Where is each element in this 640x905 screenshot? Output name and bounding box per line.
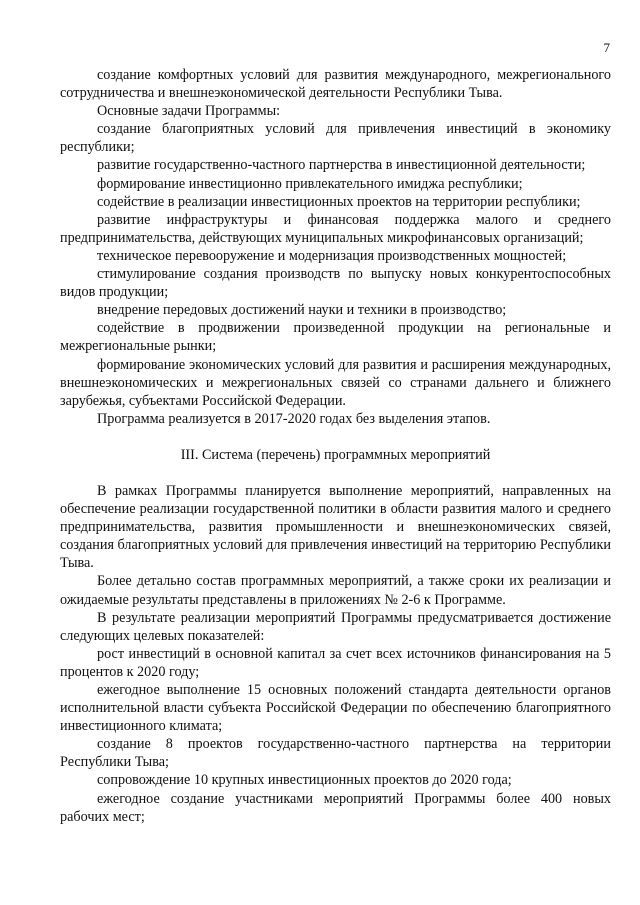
paragraph: рост инвестиций в основной капитал за счет всех источников финансирования на 5 процентов к 2020 году; (60, 645, 611, 680)
paragraph: В рамках Программы планируется выполнение мероприятий, направленных на обеспечение реализации государственной политики в области развития малого и среднего предпринимательства, развития промышленности и внешнеэкономических связей, создания благоприятных условий для привлечения инвестиций на территорию Республики Тыва. (60, 482, 611, 572)
paragraph: развитие государственно-частного партнерства в инвестиционной деятельности; (97, 157, 586, 174)
paragraph: В результате реализации мероприятий Программы предусматривается достижение следующих целевых показателей: (60, 609, 611, 644)
paragraph: создание комфортных условий для развития международного, межрегионального сотрудничества и внешнеэкономической деятельности Республики Тыва. (60, 67, 611, 102)
paragraph: внедрение передовых достижений науки и техники в производство; (97, 302, 507, 319)
document-body (60, 66, 611, 826)
paragraph: Более детально состав программных мероприятий, а также сроки их реализации и ожидаемые результаты представлены в приложениях № 2-6 к Программе. (60, 573, 611, 608)
paragraph: стимулирование создания производств по выпуску новых конкурентоспособных видов продукции; (60, 266, 611, 301)
paragraph: развитие инфраструктуры и финансовая поддержка малого и среднего предпринимательства, действующих муниципальных микрофинансовых организаций; (60, 211, 611, 246)
paragraph: создание благоприятных условий для привлечения инвестиций в экономику республики; (60, 121, 611, 156)
paragraph: Программа реализуется в 2017-2020 годах без выделения этапов. (97, 410, 491, 427)
paragraph: техническое перевооружение и модернизация производственных мощностей; (97, 247, 567, 264)
paragraph: сопровождение 10 крупных инвестиционных проектов до 2020 года; (97, 772, 512, 789)
paragraph: формирование инвестиционно привлекательного имиджа республики; (97, 175, 523, 192)
paragraph: Основные задачи Программы: (97, 103, 281, 120)
section-heading: III. Система (перечень) программных мероприятий (180, 446, 491, 463)
paragraph: ежегодное создание участниками мероприятий Программы более 400 новых рабочих мест; (60, 790, 611, 825)
page-number: 7 (603, 40, 610, 55)
tasks-section (60, 66, 611, 428)
paragraph: создание 8 проектов государственно-частного партнерства на территории Республики Тыва; (60, 736, 611, 771)
measures-section (60, 482, 611, 826)
paragraph: содействие в продвижении произведенной продукции на региональные и межрегиональные рынки; (60, 320, 611, 355)
paragraph: содействие в реализации инвестиционных проектов на территории республики; (97, 193, 581, 210)
paragraph: ежегодное выполнение 15 основных положений стандарта деятельности органов исполнительной власти субъекта Российской Федерации по обеспечению благоприятного инвестиционного климата; (60, 682, 611, 735)
paragraph: формирование экономических условий для развития и расширения международных, внешнеэкономических и межрегиональных связей со странами дальнего и ближнего зарубежья, субъектами Российской Федерации. (60, 356, 611, 409)
